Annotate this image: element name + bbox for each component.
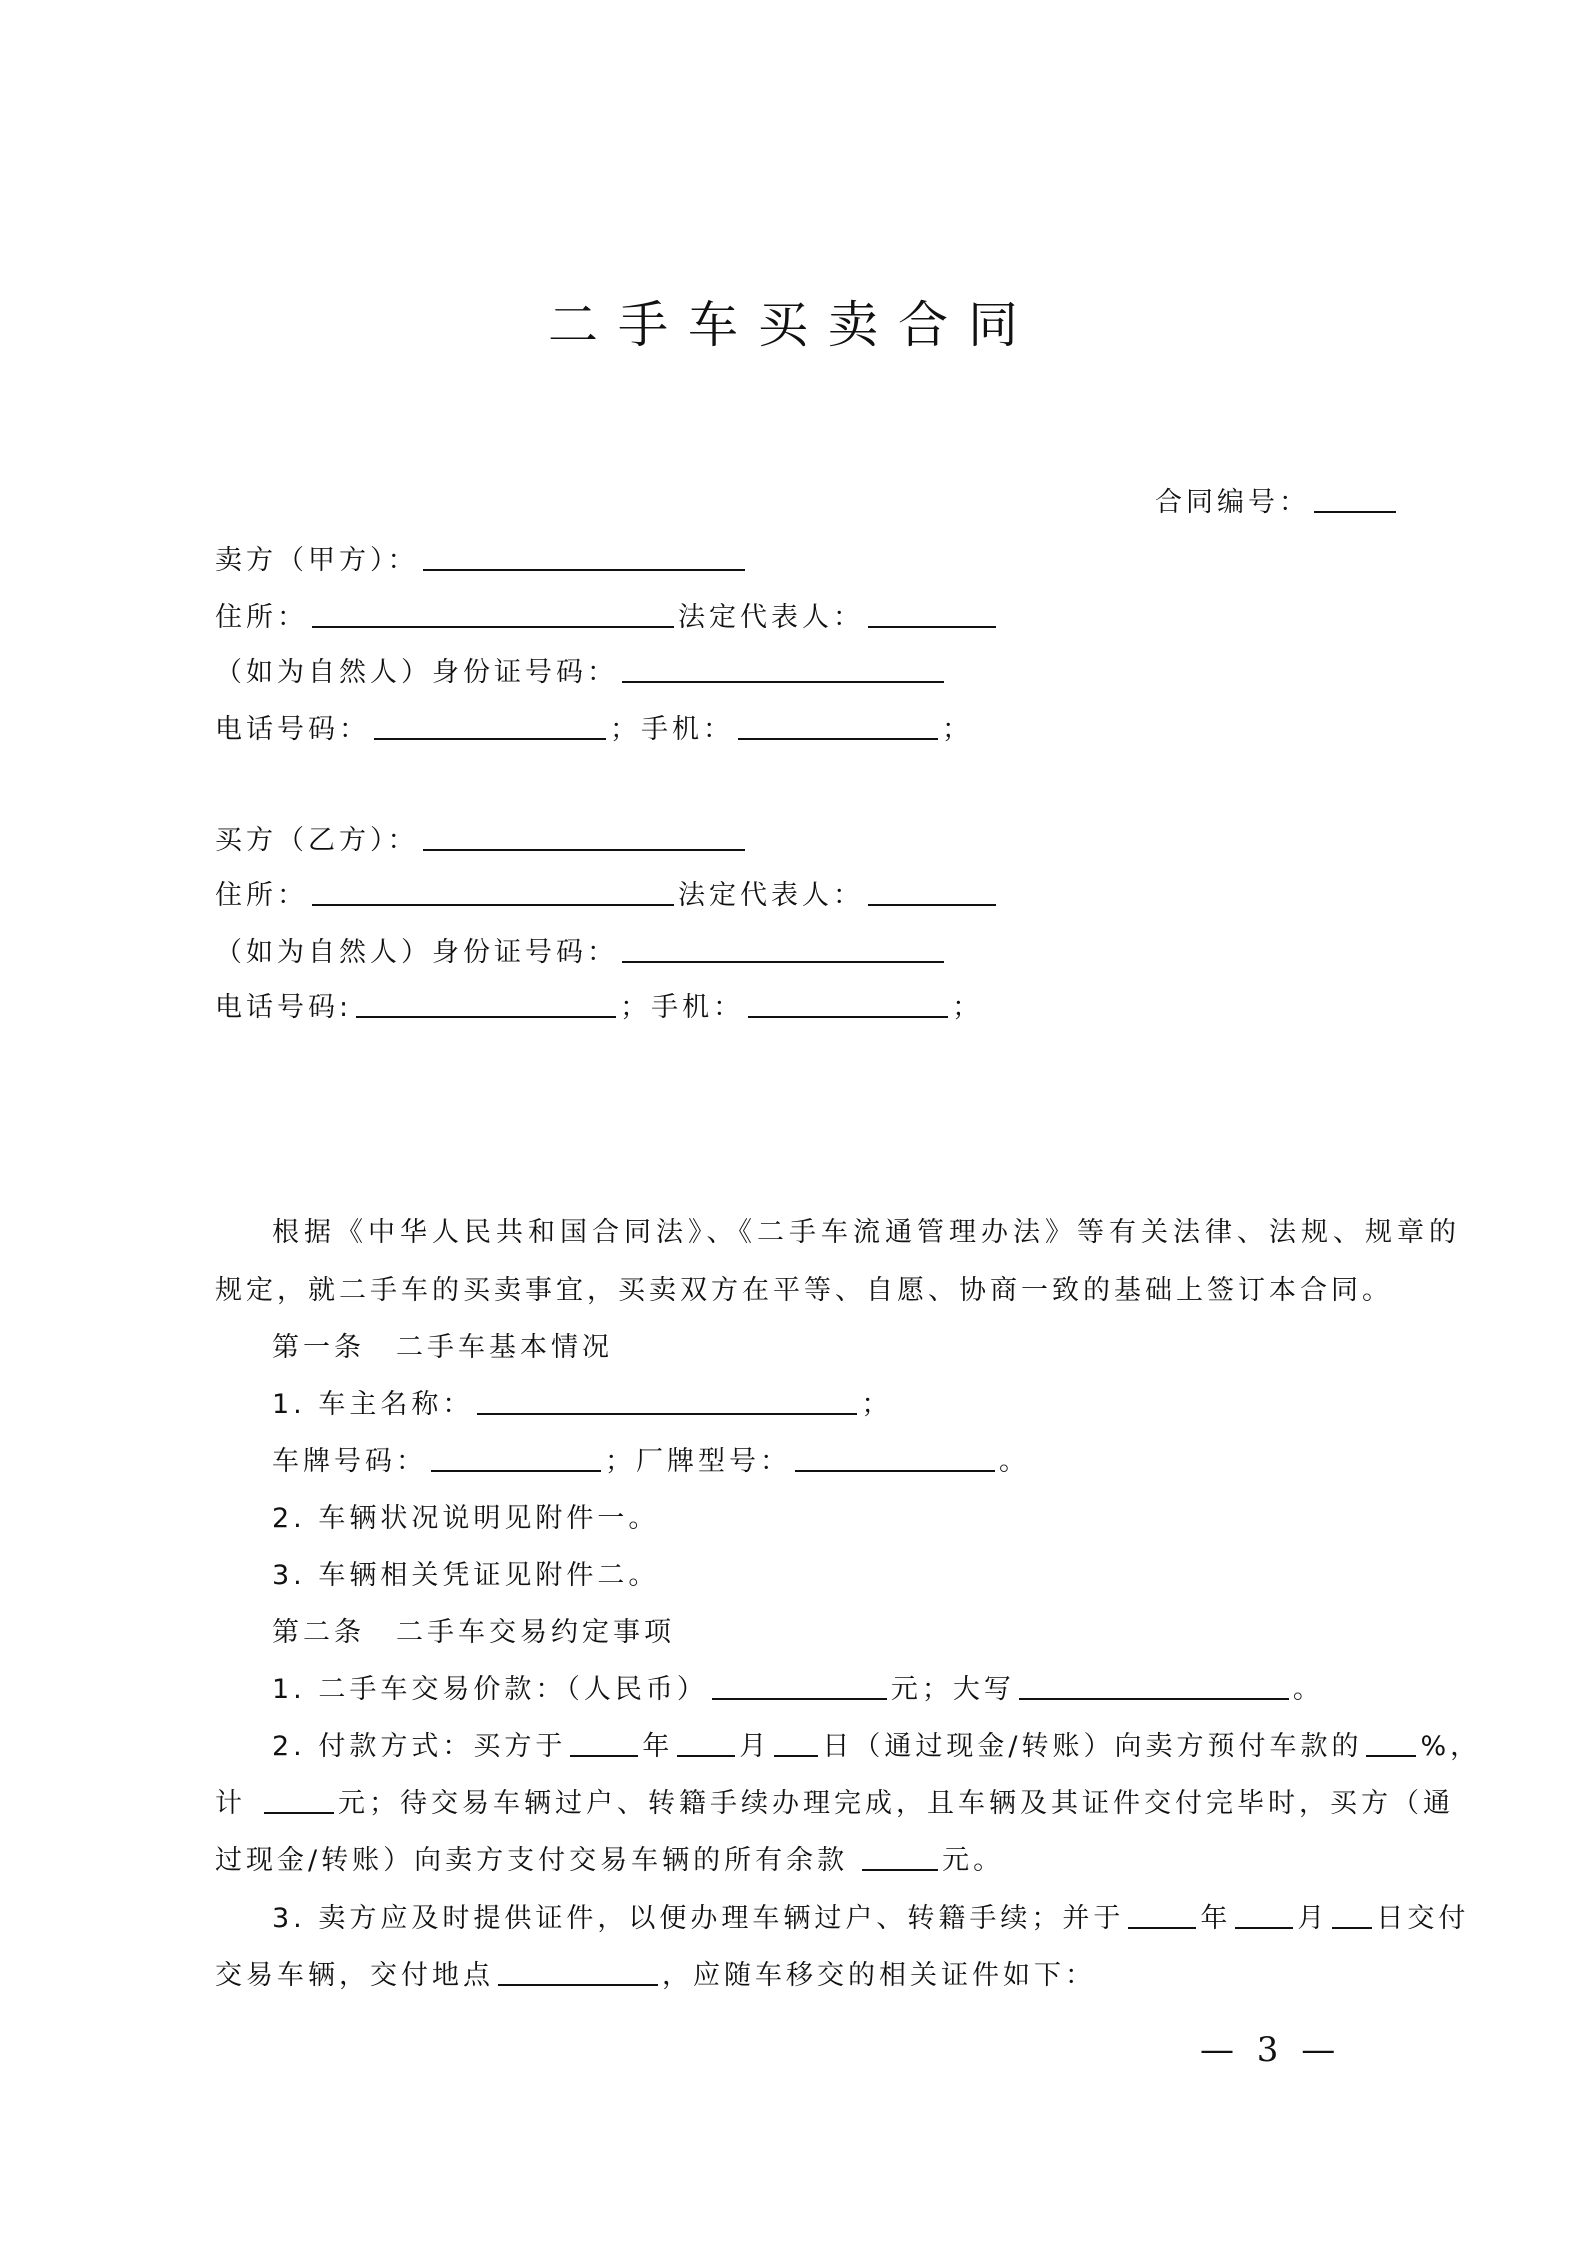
article-2-item-3-line-2: [215, 1958, 1096, 1994]
price-uppercase-blank: [1019, 1672, 1289, 1700]
prepay-total-label: 计: [215, 1788, 246, 1819]
payment-day-text: 日（通过现金/转账）向卖方预付车款的: [822, 1731, 1363, 1762]
article-2-item-3-line-1: [272, 1901, 1469, 1937]
contract-number-blank: [1314, 485, 1396, 513]
buyer-address-line: [215, 878, 1000, 914]
brand-model-blank: [795, 1444, 995, 1472]
seller-legal-rep-label: 法定代表人：: [678, 602, 864, 633]
contract-number-label: 合同编号：: [1155, 487, 1310, 518]
buyer-id-line: [215, 935, 948, 971]
buyer-party-label: 买方（乙方）：: [215, 825, 419, 856]
buyer-phone-sep: ；: [620, 992, 652, 1023]
payment-year-blank: [570, 1729, 638, 1757]
prepay-percent-label: %，: [1420, 1731, 1482, 1762]
owner-name-label: 1. 车主名称：: [272, 1389, 474, 1420]
seller-id-line: [215, 655, 948, 691]
buyer-legal-rep-label: 法定代表人：: [678, 880, 864, 911]
buyer-phone-blank: [356, 990, 616, 1018]
owner-name-blank: [477, 1387, 857, 1415]
article-2-item-1: [272, 1672, 1324, 1708]
payment-month-blank: [677, 1729, 735, 1757]
buyer-mobile-blank: [748, 990, 948, 1018]
plate-model-line: [272, 1444, 1030, 1480]
article-2-item-2-line-3: [215, 1843, 1004, 1879]
article-1-item-2: 2. 车辆状况说明见附件一。: [272, 1503, 660, 1534]
seller-party-line: [215, 543, 749, 579]
article-2-item-2-line-1: [272, 1729, 1481, 1765]
delivery-day-text: 日交付: [1376, 1903, 1470, 1934]
delivery-year-blank: [1128, 1901, 1196, 1929]
balance-amount-end: 元。: [942, 1845, 1005, 1876]
article-1-item-3: 3. 车辆相关凭证见附件二。: [272, 1560, 660, 1591]
seller-mobile-blank: [738, 712, 938, 740]
intro-paragraph-line-1: 根据《中华人民共和国合同法》、《二手车流通管理办法》等有关法律、法规、规章的: [272, 1217, 1461, 1248]
payment-month-label: 月: [739, 1731, 771, 1762]
plate-number-label: 车牌号码：: [272, 1446, 427, 1477]
seller-name-blank: [423, 543, 745, 571]
plate-model-end: 。: [999, 1446, 1030, 1477]
buyer-phone-line: [215, 990, 983, 1026]
buyer-mobile-label: 手机：: [651, 992, 745, 1023]
article-2-title: 第二条 二手车交易约定事项: [272, 1617, 675, 1648]
delivery-month-label: 月: [1297, 1903, 1329, 1934]
seller-id-label: （如为自然人）身份证号码：: [215, 657, 618, 688]
buyer-phone-label: 电话号码:: [215, 992, 353, 1023]
intro-paragraph-line-2: 规定，就二手车的买卖事宜，买卖双方在平等、自愿、协商一致的基础上签订本合同。: [215, 1275, 1393, 1306]
payment-day-blank: [774, 1729, 818, 1757]
delivery-month-blank: [1235, 1901, 1293, 1929]
payment-method-label: 2. 付款方式：买方于: [272, 1731, 567, 1762]
prepay-amount-blank: [264, 1786, 334, 1814]
seller-phone-sep: ；: [610, 714, 641, 745]
buyer-id-label: （如为自然人）身份证号码：: [215, 937, 618, 968]
prepay-percent-blank: [1366, 1729, 1416, 1757]
delivery-location-blank: [498, 1958, 658, 1986]
buyer-name-blank: [423, 823, 745, 851]
seller-address-blank: [312, 600, 674, 628]
contract-number-line: [1155, 485, 1400, 521]
buyer-address-label: 住所：: [215, 880, 308, 911]
page-number: — 3 —: [1200, 2030, 1342, 2070]
delivery-location-label: 交易车辆，交付地点: [215, 1960, 494, 1991]
balance-amount-blank: [862, 1843, 938, 1871]
seller-id-blank: [622, 655, 944, 683]
article-2-item-2-line-2: [215, 1786, 1454, 1822]
seller-party-label: 卖方（甲方）：: [215, 545, 419, 576]
seller-phone-line: [215, 712, 973, 748]
seller-phone-label: 电话号码：: [215, 714, 370, 745]
buyer-address-blank: [312, 878, 674, 906]
delivery-text: 3. 卖方应及时提供证件，以便办理车辆过户、转籍手续；并于: [272, 1903, 1125, 1934]
buyer-legal-rep-blank: [868, 878, 996, 906]
brand-model-label: ；厂牌型号：: [605, 1446, 791, 1477]
buyer-line-end: ；: [952, 992, 984, 1023]
document-title: 二手车买卖合同: [548, 296, 1038, 354]
seller-legal-rep-blank: [868, 600, 996, 628]
buyer-party-line: [215, 823, 749, 859]
seller-address-line: [215, 600, 1000, 636]
seller-line-end: ；: [942, 714, 973, 745]
price-label: 1. 二手车交易价款：（人民币）: [272, 1674, 708, 1705]
plate-number-blank: [431, 1444, 601, 1472]
price-end: 。: [1292, 1674, 1324, 1705]
delivery-documents-text: ，应随车移交的相关证件如下：: [662, 1960, 1096, 1991]
seller-phone-blank: [374, 712, 606, 740]
seller-mobile-label: 手机：: [641, 714, 734, 745]
price-uppercase-label: 元；大写: [890, 1674, 1015, 1705]
balance-condition-text: 元；待交易车辆过户、转籍手续办理完成，且车辆及其证件交付完毕时，买方（通: [338, 1788, 1454, 1819]
balance-payment-text: 过现金/转账）向卖方支付交易车辆的所有余款: [215, 1845, 849, 1876]
delivery-year-label: 年: [1200, 1903, 1232, 1934]
article-1-item-1: [272, 1387, 892, 1423]
buyer-id-blank: [622, 935, 944, 963]
payment-year-label: 年: [642, 1731, 674, 1762]
owner-name-end: ；: [861, 1389, 893, 1420]
article-1-title: 第一条 二手车基本情况: [272, 1332, 613, 1363]
delivery-day-blank: [1332, 1901, 1372, 1929]
seller-address-label: 住所：: [215, 602, 308, 633]
price-blank: [712, 1672, 887, 1700]
